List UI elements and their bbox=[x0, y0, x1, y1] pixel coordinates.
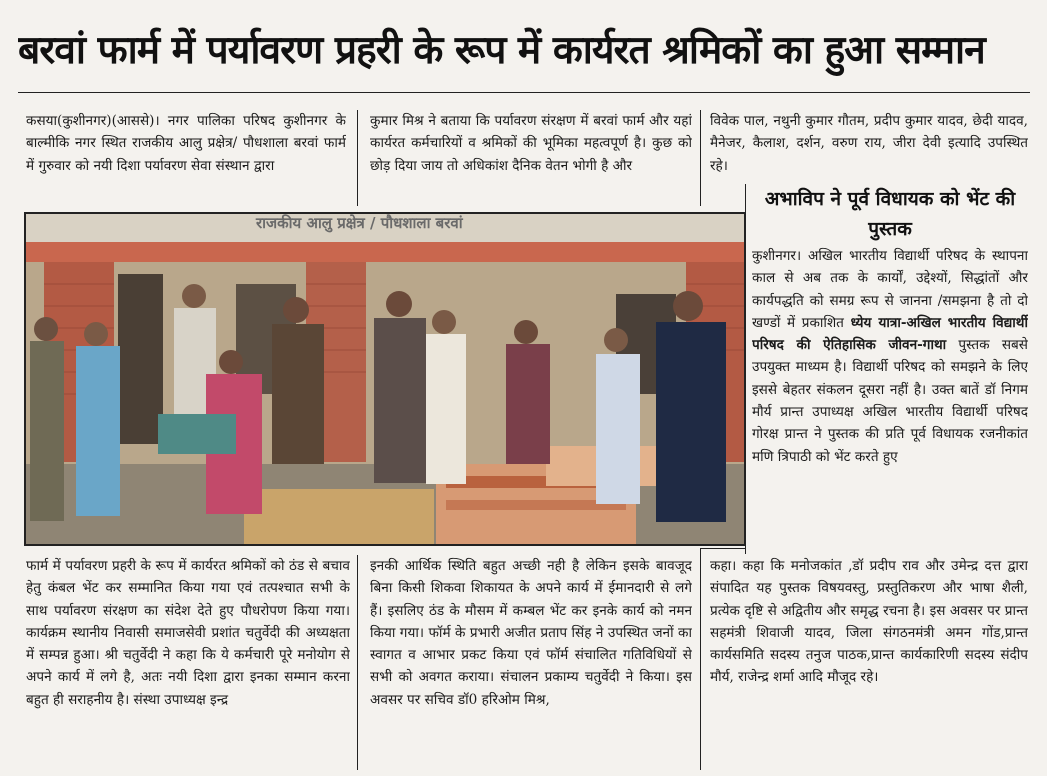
sidebar-text: पुस्तक सबसे उपयुक्त माध्यम है। विद्यार्थी परिषद को समझने के लिए इससे बेहतर संकलन दूसरा नहीं है। उक्त बातें डॉ निगम मौर्य प्रान्त उपाध्यक्ष अखिल भारतीय विद्यार्थी परिषद गोरक्ष प्रान्त ने पुस्तक की प्रति पूर्व विधायक रजनीकांत मणि त्रिपाठी को भेंट करते हुए bbox=[752, 337, 1028, 465]
article-text: इनकी आर्थिक स्थिति बहुत अच्छी नही है लेकिन इसके बावजूद बिना किसी शिकवा शिकायत के अपने कार्य में ईमानदारी से लगे हैं। इसलिए ठंड के मौसम में कम्बल भेंट कर इनके कार्य को नमन किया गया। फॉर्म के प्रभारी अजीत प्रताप सिंह ने उपस्थित जनों का स्वागत व आभार प्रकट किया एवं फॉर्म संचालित गतिविधियों से सभी को अवगत कराया। संचालन प्रकाम्य चतुर्वेदी ने किया। इस अवसर पर सचिव डॉ0 हरिओम मिश्र, bbox=[370, 558, 692, 708]
column-divider bbox=[700, 110, 701, 206]
article-text: कुमार मिश्र ने बताया कि पर्यावरण संरक्षण में बरवां फार्म और यहां कार्यरत कर्मचारियों व श्रमिकों की भूमिका महत्वपूर्ण है। कुछ को छोड़ दिया जाय तो अधिकांश दैनिक वेतन भोगी है और bbox=[370, 113, 692, 174]
column-divider bbox=[357, 555, 358, 770]
sidebar-article-body bbox=[752, 245, 1028, 545]
sidebar-article-continuation bbox=[710, 555, 1028, 773]
column-divider bbox=[357, 110, 358, 206]
photo-signboard: राजकीय आलु प्रक्षेत्र / पौधशाला बरवां bbox=[256, 214, 463, 232]
article-text: कसया(कुशीनगर)(आससे)। नगर पालिका परिषद कुशीनगर के बाल्मीकि नगर स्थित राजकीय आलु प्रक्षेत्र/ पौधशाला बरवां फार्म में गुरुवार को नयी दिशा पर्यावरण सेवा संस्थान द्वारा bbox=[26, 113, 346, 174]
article-column-2-top bbox=[370, 110, 692, 210]
main-headline: बरवां फार्म में पर्यावरण प्रहरी के रूप में कार्यरत श्रमिकों का हुआ सम्मान bbox=[18, 28, 985, 73]
article-column-2-bottom bbox=[370, 555, 692, 773]
sidebar-headline: अभाविप ने पूर्व विधायक को भेंट की पुस्तक bbox=[764, 188, 1016, 240]
sidebar-text: कुशीनगर। अखिल भारतीय विद्यार्थी परिषद के स्थापना काल से अब तक के कार्यों, उद्देश्यों, सिद्धांतों और कार्यपद्धति को समग्र रूप से जानना /समझना है तो दो खण्डों में प्रकाशित bbox=[752, 248, 1028, 331]
news-photo bbox=[24, 212, 746, 546]
article-text: फार्म में पर्यावरण प्रहरी के रूप में कार्यरत श्रमिकों को ठंड से बचाव हेतु कंबल भेंट कर सम्मानित किया गया एवं तत्पश्चात सभी के साथ पर्यावरण संरक्षण का संदेश देते हुए पौधरोपण किया गया। कार्यक्रम स्थानीय निवासी समाजसेवी प्रशांत चतुर्वेदी की अध्यक्षता में सम्पन्न हुआ। श्री चतुर्वेदी ने कहा कि ये कर्मचारी पूरे मनोयोग से अपने कार्य में लगे है, अतः नयी दिशा द्वारा इनका सम्मान करना बहुत ही सराहनीय है। संस्था उपाध्यक्ष इन्द्र bbox=[26, 558, 350, 708]
sidebar-box-bottom bbox=[700, 548, 746, 549]
book-title: ध्येय यात्रा-अखिल भारतीय विद्यार्थी परिषद की ऐतिहासिक जीवन-गाथा bbox=[752, 314, 1028, 354]
sidebar-paragraph bbox=[752, 245, 1028, 468]
article-column-1-bottom bbox=[26, 555, 350, 773]
article-column-1-top bbox=[26, 110, 346, 210]
sidebar-text: कहा। कहा कि मनोजकांत ,डॉ प्रदीप राव और उमेन्द्र दत्त द्वारा संपादित यह पुस्तक विषयवस्तु, प्रस्तुतिकरण और भाषा शैली, प्रत्येक दृष्टि से अद्वितीय और समृद्ध रचना है। इस अवसर पर प्रान्त सहमंत्री शिवाजी यादव, जिला संगठनमंत्री अमन गोंड,प्रान्त कार्यसमिति सदस्य तनुज पाठक,प्रान्त कार्यकारिणी सदस्य संदीप मौर्य, राजेन्द्र शर्मा आदि मौजूद रहे। bbox=[710, 558, 1028, 686]
article-column-3-top bbox=[710, 110, 1028, 182]
sidebar-box-left bbox=[745, 184, 746, 554]
headline-rule bbox=[18, 92, 1030, 93]
photo-illustration bbox=[26, 214, 744, 544]
column-divider bbox=[700, 548, 701, 770]
article-text: विवेक पाल, नथुनी कुमार गौतम, प्रदीप कुमार यादव, छेदी यादव, मैनेजर, कैलाश, दर्शन, वरुण राय, जीरा देवी इत्यादि उपस्थित रहे। bbox=[710, 113, 1028, 174]
